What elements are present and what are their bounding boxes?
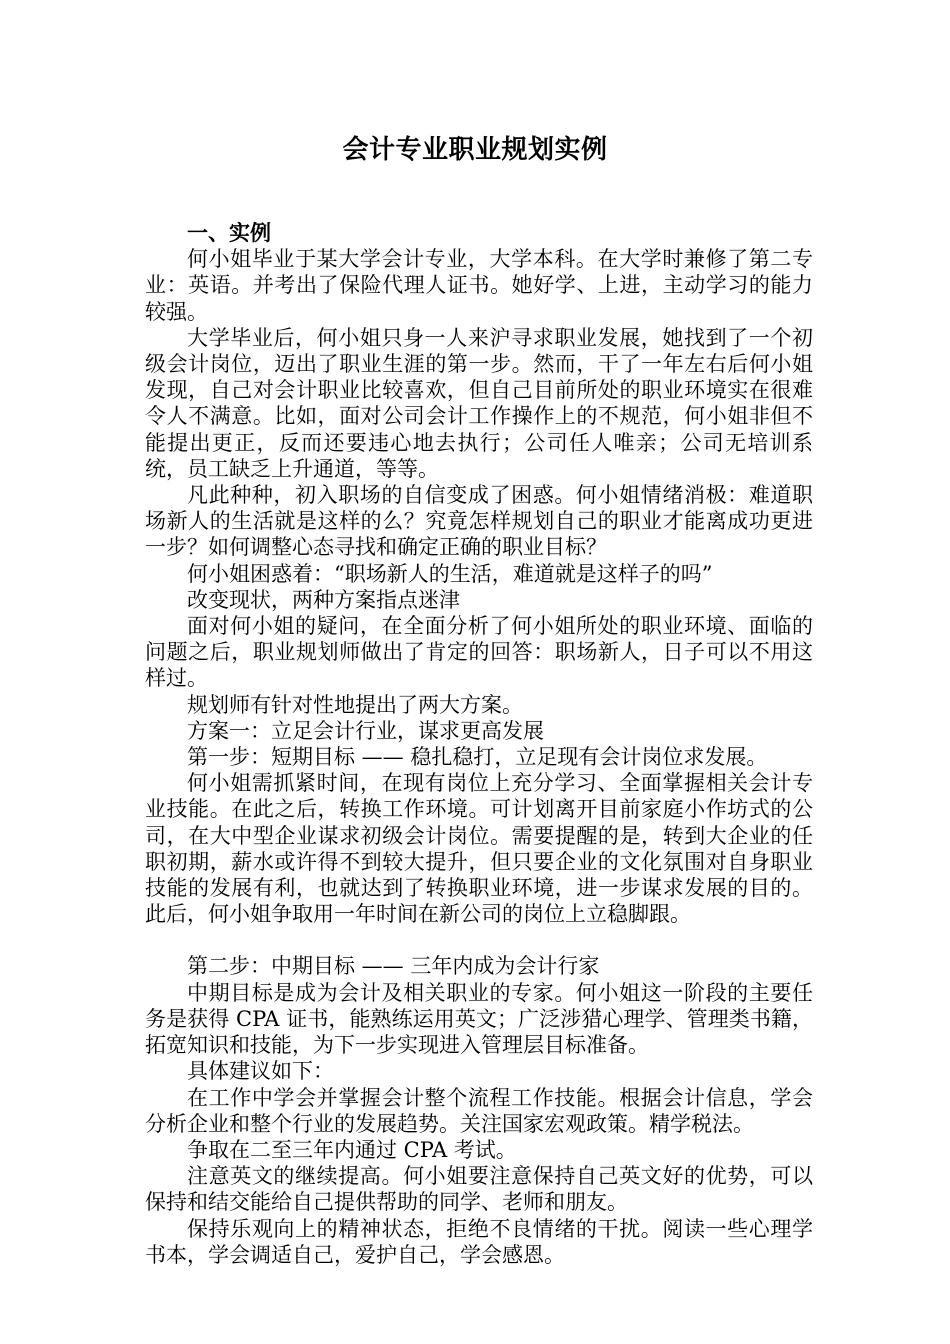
section-heading: 一、实例: [187, 220, 271, 245]
paragraph: 改变现状，两种方案指点迷津: [187, 587, 460, 612]
document-body: [145, 220, 813, 1268]
paragraph: 争取在二至三年内通过 CPA 考试。: [187, 1137, 517, 1162]
paragraph: 何小姐毕业于某大学会计专业，大学本科。在大学时兼修了第二专业：英语。并考出了保险代理人证书。她好学、上进，主动学习的能力较强。: [145, 247, 813, 324]
paragraph: 具体建议如下：: [187, 1059, 334, 1084]
paragraph: 大学毕业后，何小姐只身一人来沪寻求职业发展，她找到了一个初级会计岗位，迈出了职业生涯的第一步。然而，干了一年左右后何小姐发现，自己对会计职业比较喜欢，但自己目前所处的职业环境实在很难令人不满意。比如，面对公司会计工作操作上的不规范，何小姐非但不能提出更正，反而还要违心地去执行；公司任人唯亲；公司无培训系统，员工缺乏上升通道，等等。: [145, 325, 813, 481]
paragraph: 中期目标是成为会计及相关职业的专家。何小姐这一阶段的主要任务是获得 CPA 证书，能熟练运用英文；广泛涉猎心理学、管理类书籍，拓宽知识和技能，为下一步实现进入管理层目标准备。: [145, 980, 813, 1058]
paragraph: 规划师有针对性地提出了两大方案。: [187, 692, 523, 717]
paragraph: 凡此种种，初入职场的自信变成了困惑。何小姐情绪消极：难道职场新人的生活就是这样的么？究竟怎样规划自己的职业才能离成功更进一步？如何调整心态寻找和确定正确的职业目标？: [145, 483, 813, 560]
paragraph: 何小姐困惑着：“职场新人的生活，难道就是这样子的吗”: [187, 561, 713, 586]
paragraph: 第一步：短期目标 —— 稳扎稳打，立足现有会计岗位求发展。: [187, 745, 768, 770]
paragraph: 保持乐观向上的精神状态，拒绝不良情绪的干扰。阅读一些心理学书本，学会调适自己，爱护自己，学会感恩。: [145, 1216, 813, 1267]
paragraph: 注意英文的继续提高。何小姐要注意保持自己英文好的优势，可以保持和结交能给自己提供帮助的同学、老师和朋友。: [145, 1164, 813, 1215]
paragraph: 何小姐需抓紧时间，在现有岗位上充分学习、全面掌握相关会计专业技能。在此之后，转换工作环境。可计划离开目前家庭小作坊式的公司，在大中型企业谋求初级会计岗位。需要提醒的是，转到大企业的任职初期，薪水或许得不到较大提升，但只要企业的文化氛围对自身职业技能的发展有利，也就达到了转换职业环境，进一步谋求发展的目的。此后，何小姐争取用一年时间在新公司的岗位上立稳脚跟。: [145, 771, 813, 927]
paragraph: 方案一：立足会计行业，谋求更高发展: [187, 718, 544, 743]
paragraph: 面对何小姐的疑问，在全面分析了何小姐所处的职业环境、面临的问题之后，职业规划师做出了肯定的回答：职场新人，日子可以不用这样过。: [145, 614, 813, 691]
paragraph: 第二步：中期目标 —— 三年内成为会计行家: [187, 954, 600, 979]
paragraph-spacer: [145, 927, 813, 953]
paragraph: 在工作中学会并掌握会计整个流程工作技能。根据会计信息，学会分析企业和整个行业的发展趋势。关注国家宏观政策。精学税法。: [145, 1085, 813, 1136]
document-title: 会计专业职业规划实例: [342, 135, 608, 165]
